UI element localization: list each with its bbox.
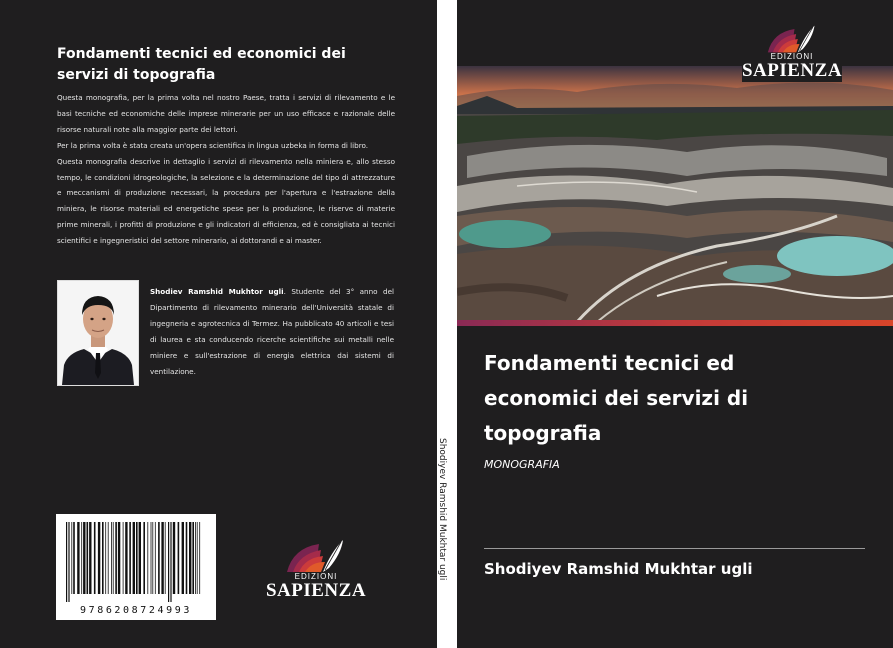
barcode-icon [64,522,208,602]
barcode-bar [68,522,69,602]
front-cover-title: Fondamenti tecnici ed economici dei servizi di topografia [484,351,749,445]
quill-fan-icon [285,538,347,574]
front-cover-author: Shodiyev Ramshid Mukhtar ugli [484,560,753,578]
barcode-bar [89,522,91,594]
barcode-bar [173,522,175,594]
barcode-bar [102,522,104,594]
back-publisher-edizioni: EDIZIONI [294,572,338,581]
barcode-bar [81,522,82,594]
author-bio [150,284,394,379]
author-portrait-icon [58,281,138,385]
quill-fan-icon [761,24,823,54]
barcode-bar [192,522,194,594]
author-bio-text: . Studente del 3° anno del Dipartimento di rilevamento minerario dell'Università statale di ingegneria e agrotecnica di Termez. Ha pubblicato 40 articoli e tesi di laurea e sta conducendo ricerche scientifiche sui metalli nelle miniere e sull'estrazione di energia elettrica dai sistemi di ventilazione. [150,287,394,376]
barcode-bar [111,522,112,594]
author-bio-name: Shodiev Ramshid Mukhtor ugli [150,287,284,296]
barcode-bar [139,522,141,594]
barcode-bar [168,522,169,602]
barcode-bar [123,522,124,594]
barcode-bar [158,522,160,594]
barcode-bar [98,522,100,594]
barcode-bar [105,522,106,594]
barcode-bar [73,522,75,594]
barcode-bar [143,522,145,594]
blurb-paragraph-3: Questa monografia descrive in dettaglio i servizi di rilevamento nella miniera e, allo stesso tempo, le condizioni idrogeologiche, la selezione e la determinazione del tipo di attrezzature e meccanismi di produzione necessari, la procedura per l'apertura e l'estrazione della miniera, le risorse materiali ed energetiche spese per la produzione, le riserve di materie prime minerali, i profitti di produzione e gli indicatori di efficienza, ed è consigliata ai tecnici scientifici e ingegneristici del settore minerario, ai dottorandi e ai master. [57,156,395,246]
barcode-bar [94,522,96,594]
barcode-bar [133,522,135,594]
barcode-bar [66,522,67,602]
back-cover-blurb [57,90,395,249]
barcode-bar [71,522,72,594]
front-publisher-logo [742,24,842,82]
accent-stripe [457,320,893,326]
author-photo [57,280,139,386]
barcode-bar [195,522,196,594]
isbn-barcode [56,514,216,620]
genre-label: MONOGRAFIA [484,458,560,471]
barcode-bar [199,522,200,594]
spine-author: Shodiyev Ramshid Mukhtar ugli [437,438,447,581]
barcode-bar [77,522,79,594]
barcode-bar [87,522,89,594]
barcode-bar [136,522,138,594]
barcode-bar [186,522,188,594]
blurb-paragraph-1: Questa monografia, per la prima volta nel nostro Paese, tratta i servizi di rilevamento e le basi tecniche ed economiche delle imprese minerarie per un uso efficace e razionale delle risorse naturali note alla maggior parte dei lettori. [57,93,395,134]
back-publisher-logo [265,538,367,601]
barcode-bar [147,522,148,594]
open-pit-mine-image [457,66,893,322]
barcode-bar [189,522,191,594]
barcode-bar [178,522,180,594]
barcode-bar [170,522,171,602]
back-cover-title: Fondamenti tecnici ed economici dei servizi di topografia [57,46,346,83]
barcode-bar [113,522,114,594]
barcode-bar [165,522,166,594]
barcode-bar [118,522,120,594]
back-publisher-name: SAPIENZA [265,580,367,601]
barcode-bar [115,522,117,594]
barcode-bar [152,522,153,594]
barcode-bar [125,522,127,594]
barcode-bar [155,522,156,594]
barcode-bar [151,522,152,594]
title-divider [484,548,865,549]
barcode-bar [182,522,184,594]
front-publisher-edizioni: EDIZIONI [770,52,814,61]
isbn-number: 9786208724993 [79,605,193,616]
barcode-bar [129,522,131,594]
barcode-bar [197,522,198,594]
barcode-bar [83,522,85,594]
cover-quarry-photo [457,66,893,322]
barcode-bar [161,522,163,594]
front-publisher-name: SAPIENZA [741,60,843,81]
blurb-paragraph-2: Per la prima volta è stata creata un'opera scientifica in lingua uzbeka in forma di libro. [57,140,369,150]
barcode-bar [108,522,109,594]
